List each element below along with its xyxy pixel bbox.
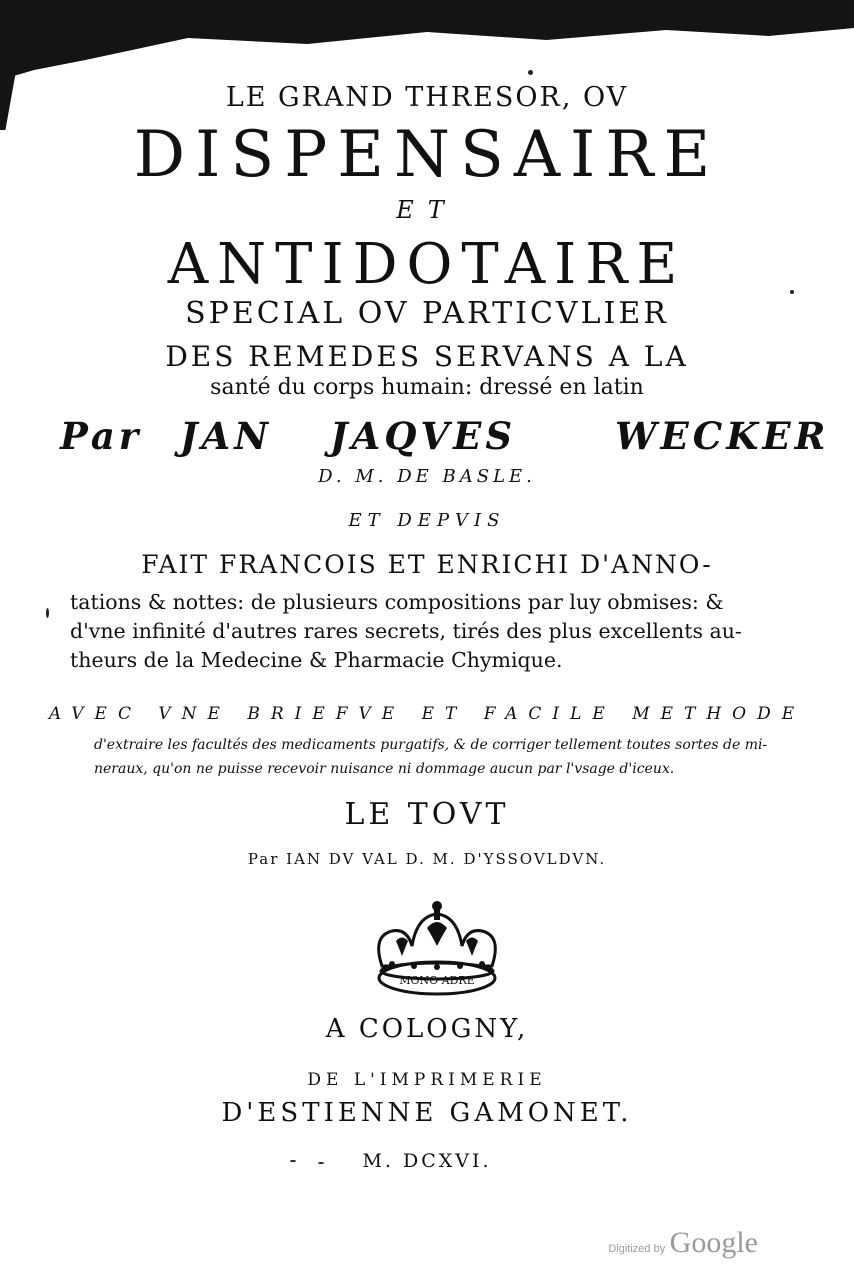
paragraph-line: d'extraire les facultés des medicaments purgatifs, & de corriger tellement toutes sortes de mi-	[94, 737, 768, 753]
depuis-line: ET DEPVIS	[348, 510, 506, 531]
le-tout-line: LE TOVT	[344, 797, 510, 832]
main-title-dispensaire: DISPENSAIRE	[133, 118, 721, 192]
main-title-antidotaire: ANTIDOTAIRE	[167, 232, 687, 297]
author-degree: D. M. DE BASLE.	[318, 466, 536, 487]
author-par: Par	[60, 414, 143, 458]
author-middle-name: JAQVES	[330, 414, 517, 458]
author-first-name: JAN	[180, 414, 273, 458]
ink-speck	[290, 1160, 296, 1162]
translator-line: Par IAN DV VAL D. M. D'YSSOVLDVN.	[247, 850, 607, 868]
ink-speck	[318, 1162, 324, 1164]
scan-shadow-top	[0, 0, 854, 80]
imprimerie-line: DE L'IMPRIMERIE	[307, 1070, 547, 1090]
ink-speck	[46, 608, 49, 618]
ink-speck	[790, 290, 794, 294]
google-watermark	[608, 1226, 758, 1260]
special-line: SPECIAL OV PARTICVLIER	[185, 296, 669, 331]
crown-icon	[362, 896, 512, 1006]
fait-line: FAIT FRANCOIS ET ENRICHI D'ANNO-	[141, 550, 713, 579]
paragraph-line: d'vne infinité d'autres rares secrets, tirés des plus excellents au-	[70, 619, 742, 643]
year-line: M. DCXVI.	[362, 1150, 492, 1172]
place-line: A COLOGNY,	[325, 1014, 529, 1044]
author-last-name: WECKER	[615, 414, 830, 458]
paragraph-line: tations & nottes: de plusieurs compositions par luy obmises: &	[70, 590, 724, 614]
remedes-line: DES REMEDES SERVANS A LA	[165, 340, 689, 373]
methode-paragraph	[94, 733, 794, 781]
sante-line: santé du corps humain: dressé en latin	[210, 375, 644, 400]
avec-line: AVEC VNE BRIEFVE ET FACILE METHODE	[48, 704, 806, 724]
paragraph-line: neraux, qu'on ne puisse recevoir nuisance ni dommage aucun par l'vsage d'iceux.	[94, 761, 675, 777]
google-logo: Google	[669, 1226, 758, 1259]
subtitle-line: LE GRAND THRESOR, OV	[225, 82, 629, 113]
paragraph-line: theurs de la Medecine & Pharmacie Chymique.	[70, 648, 563, 672]
conjunction-et: ET	[396, 196, 458, 224]
annotations-paragraph	[70, 588, 790, 675]
crown-motto: MONO ADRE	[399, 974, 475, 987]
watermark-prefix: Digitized by	[608, 1243, 666, 1255]
printer-line: D'ESTIENNE GAMONET.	[221, 1098, 633, 1128]
ink-speck	[528, 70, 533, 75]
